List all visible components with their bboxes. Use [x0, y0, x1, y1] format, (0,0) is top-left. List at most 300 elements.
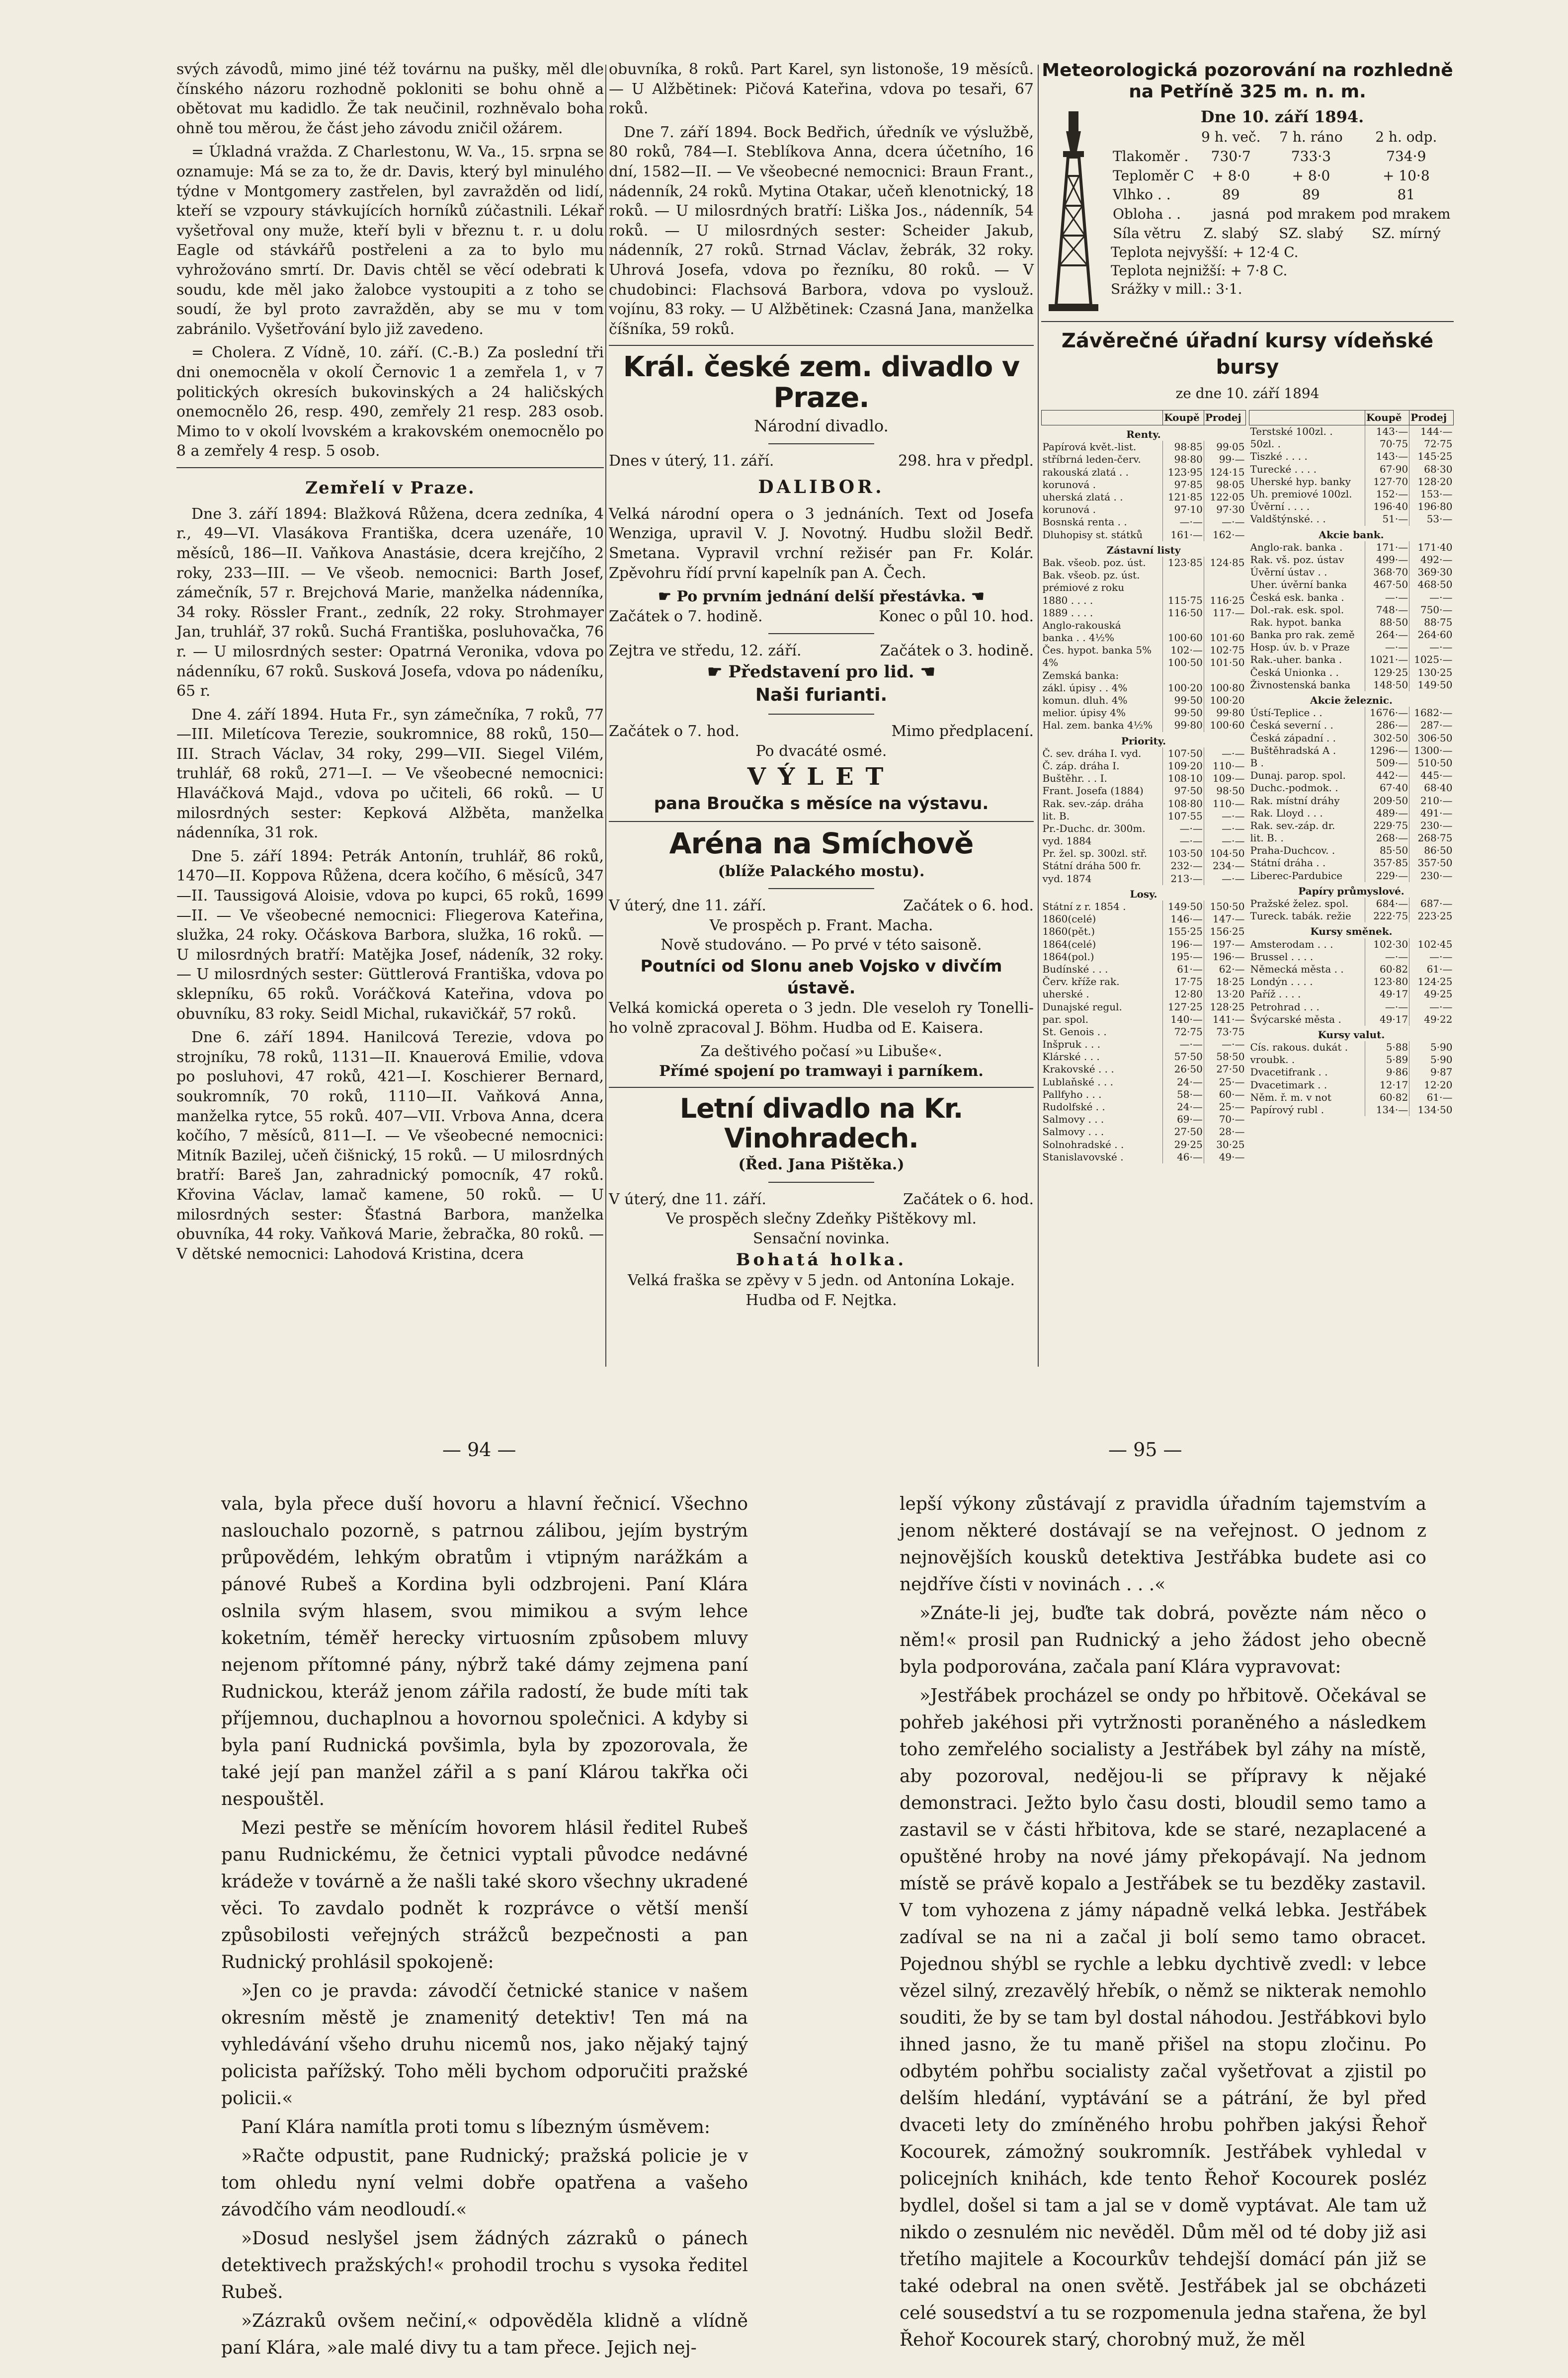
bursa-section-title: Priority.: [1121, 735, 1166, 747]
bursa-buy-price: 5·89: [1365, 1054, 1409, 1066]
meteo-cell: 81: [1397, 186, 1415, 203]
theatre-date: Dnes v úterý, 11. září.: [609, 452, 774, 470]
bursa-security-name: Česká Unionka . .: [1250, 666, 1339, 678]
bursa-security-name: Švýcarské města .: [1250, 1013, 1341, 1025]
meteo-table: [1111, 128, 1454, 244]
bursa-security-name: Něm. ř. m. v not: [1250, 1091, 1331, 1103]
bursa-row: [1042, 785, 1246, 797]
bursa-security-name: Paříž . . . .: [1250, 988, 1301, 1000]
bursa-sell-price: 268·75: [1409, 832, 1454, 844]
bursa-security-name: Pr.-Duchc. dr. 300m.: [1042, 822, 1146, 834]
bursa-sell-price: 264·60: [1409, 629, 1454, 641]
evening-start: Začátek o 7. hod.: [609, 723, 740, 740]
bursa-row: [1249, 476, 1454, 488]
bursa-row: [1249, 666, 1454, 679]
bursa-row: [1042, 707, 1246, 719]
opera-times: [609, 607, 1034, 627]
bursa-security-name: 1864(celé): [1042, 938, 1096, 950]
page-number-left: — 94 —: [442, 1439, 516, 1461]
bursa-buy-price: 107·50: [1163, 747, 1204, 760]
bursa-row: [1042, 1101, 1246, 1113]
bursa-security-name: Státní z r. 1854 .: [1042, 901, 1126, 913]
deaths-title: Zemřelí v Praze.: [305, 478, 475, 498]
meteo-cell: jasná: [1212, 206, 1249, 223]
bursa-sell-price: 510·50: [1409, 757, 1454, 769]
bursa-row: [1249, 450, 1454, 463]
bursa-buy-price: 123·85: [1163, 557, 1204, 569]
bursa-row: [1042, 1113, 1246, 1126]
bursa-sell-price: 492·—: [1409, 554, 1454, 566]
bursa-buy-price: 196·—: [1163, 938, 1204, 951]
bursa-buy-price: 70·75: [1365, 438, 1409, 450]
opera-description: Velká národní opera o 3 jednáních. Text od Josefa Wenziga, upravil V. J. Novotný. Hudbu složil Bedř. Smetana. Vypravil vrchní režisér pan Fr. Kolár. Zpěvohru řídí první kapelník pan A. Čech.: [609, 505, 1034, 582]
bursa-security-name: Buštěhr. . . I.: [1042, 772, 1107, 785]
bursa-security-name: Rak. sev.-záp. dr.: [1250, 819, 1335, 831]
bursa-section-title: Kursy valut.: [1318, 1028, 1385, 1041]
bursa-buy-price: 143·—: [1365, 450, 1409, 463]
column-3: [1041, 60, 1454, 1163]
meteo-row-label: Tlakoměr .: [1113, 148, 1189, 164]
bursa-buy-price: 58·—: [1163, 1088, 1204, 1101]
bursa-row: [1249, 488, 1454, 500]
meteo-row-label: Teploměr C: [1113, 167, 1194, 184]
story-paragraph: »Račte odpustit, pane Rudnický; pražská policie je v tom ohledu nyní velmi dobře opatřena a vašeho závodčího vám neodloudí.«: [221, 2146, 748, 2220]
bursa-row: [1042, 503, 1246, 516]
bursa-buy-price: 155·25: [1163, 925, 1204, 938]
bursa-buy-price: 121·85: [1163, 491, 1204, 503]
arena-play-title: Poutníci od Slonu aneb Vojsko v divčím ústavě.: [640, 956, 1002, 997]
bursa-buy-price: 107·55: [1163, 810, 1204, 822]
letni-title: Letní divadlo na Kr. Vinohradech.: [679, 1093, 963, 1154]
bursa-security-name: Valdštýnské. . .: [1250, 513, 1326, 525]
bursa-sell-price: 25·—: [1204, 1101, 1245, 1113]
bursa-security-name: banka . . 4½%: [1042, 632, 1115, 644]
bursa-security-name: Dunaj. parop. spol.: [1250, 769, 1346, 782]
bursa-sell-price: 230·—: [1409, 870, 1454, 882]
bursa-sell-price: 102·75: [1204, 644, 1245, 656]
bursa-sell-price: 99·80: [1204, 707, 1245, 719]
meteo-title-line2: na Petříně 325 m. n. m.: [1129, 82, 1366, 102]
play-subtitle-broucek: pana Broučka s měsíce na výstavu.: [654, 793, 989, 814]
bursa-row: [1249, 820, 1454, 832]
bursa-sell-price: 117·—: [1204, 607, 1245, 619]
bursa-buy-price: 229·75: [1365, 820, 1409, 832]
bursa-row: [1249, 744, 1454, 757]
article-murder: = Úkladná vražda. Z Charlestonu, W. Va., 15. srpna se oznamuje: Má se za to, že dr. Davis, který byl minulého týdne v Montgomery zastřelen, byl zavražděn od lidí, kteří se vzpoury stávkujících horníků zúčastnili. Lékař vyšetřoval ony muže, kteří byli v březnu t. r. u dolu Eagle od stávkářů postřeleni a za to bylo mu vyhrožováno smrtí. Dr. Davis chtěl se věcí odebrati k soudu, kde měl jako žalobce vystoupiti a z toho se soudí, že byl proto zavražděn, aby se mu v tom zabránilo. Vyšetřování bylo již zavedeno.: [176, 143, 604, 338]
bursa-section-row: [1249, 882, 1454, 898]
bursa-sell-price: 104·50: [1204, 847, 1245, 860]
bursa-buy-price: 229·—: [1365, 870, 1409, 882]
bursa-sell-price: [1204, 669, 1245, 682]
bursa-buy-price: 97·10: [1163, 503, 1204, 516]
bursa-buy-price: 222·75: [1365, 910, 1409, 922]
letni-subtitle: (Řed. Jana Pištěka.): [738, 1156, 905, 1174]
bursa-security-name: uherské .: [1042, 988, 1089, 1000]
bursa-buy-price: 12·80: [1163, 988, 1204, 1000]
meteo-cell: SZ. mírný: [1371, 225, 1441, 242]
story-left-column: [221, 1491, 748, 2364]
bursa-security-name: Budínské . . .: [1042, 963, 1108, 975]
bursa-sell-price: 156·25: [1204, 925, 1245, 938]
bursa-sell-price: 97·30: [1204, 503, 1245, 516]
bursa-row: [1042, 1151, 1246, 1163]
bursa-sell-price: —·—: [1409, 1001, 1454, 1013]
bursa-row: [1249, 938, 1454, 951]
bursa-row: [1042, 644, 1246, 656]
bursa-security-name: Pražské želez. spol.: [1250, 898, 1349, 910]
bursa-row: [1249, 782, 1454, 794]
meteo-row-label: Síla větru: [1113, 225, 1181, 242]
column-1: [176, 60, 604, 1268]
bursa-row: [1249, 500, 1454, 513]
bursa-sell-price: [1204, 569, 1245, 581]
bursa-buy-price: 302·50: [1365, 732, 1409, 744]
bursa-buy-price: 88·50: [1365, 616, 1409, 629]
bursa-security-name: Německá města . .: [1250, 963, 1344, 975]
bursa-row: [1042, 441, 1246, 453]
bursa-buy-price: 99·80: [1163, 719, 1204, 732]
bursa-row: [1042, 1013, 1246, 1026]
bursa-buy-price: 123·95: [1163, 466, 1204, 479]
bursa-security-name: Krakovské . . .: [1042, 1063, 1114, 1075]
bursa-sell-price: —·—: [1204, 822, 1245, 835]
bursa-buy-price: 127·25: [1163, 1001, 1204, 1013]
bursa-sell-price: 110·—: [1204, 760, 1245, 772]
play-title-vylet: VÝLET: [747, 762, 896, 791]
bursa-buy-price: 9·86: [1365, 1066, 1409, 1078]
letni-date: V úterý, dne 11. září.: [609, 1190, 766, 1208]
bursa-row: [1249, 629, 1454, 641]
bursa-sell-price: 171·40: [1409, 541, 1454, 554]
bursa-sell-price: —·—: [1409, 951, 1454, 963]
meteo-precipitation: Srážky v mill.: 3·1.: [1111, 281, 1242, 298]
bursa-security-name: Turecké . . . .: [1250, 463, 1317, 475]
bursa-sell-price: 128·25: [1204, 1001, 1245, 1013]
bursa-buy-price: 152·—: [1365, 488, 1409, 500]
bursa-row: [1042, 835, 1246, 847]
bursa-sell-price: 130·25: [1409, 666, 1454, 679]
bursa-left-table: [1041, 410, 1246, 1163]
bursa-buy-price: 49·17: [1365, 988, 1409, 1000]
bursa-row: [1042, 1026, 1246, 1038]
bursa-sell-price: 61·—: [1409, 1091, 1454, 1104]
deaths-day-6: Dne 6. září 1894. Hanilcová Terezie, vdova po strojníku, 78 roků, 1131—II. Knauerová Emilie, vdova po posluhovi, 47 roků, 421—I. Koschierer Bernard, soukromník, 70 roků, 1110—II. Vaňková Anna, manželka rytce, 55 roků. 407—VII. Vrbova Anna, dcera kočího, 7 měsíců, 811—I. — Ve všeobecné nemocnici: Mitník Bazilej, učeň čišnický, 15 roků. — U milosrdných bratří: Bareš Jan, zahradnický pomocník, 47 roků. Křovina Václav, lamač kamene, 50 roků. — U milosrdných sester: Šťastná Barbora, manželka obuvníka, 44 roky. Vaňková Marie, žebračka, 80 roků. — V dětské nemocnici: Lahodová Kristina, dcera: [176, 1029, 604, 1263]
arena-date: V úterý, dne 11. září.: [609, 897, 766, 915]
bursa-buy-price: 99·50: [1163, 694, 1204, 707]
bursa-buy-price: 67·40: [1365, 782, 1409, 794]
bursa-buy-price: 98·80: [1163, 453, 1204, 466]
meteo-title: [1041, 60, 1454, 102]
bursa-row: [1042, 1076, 1246, 1088]
bursa-sell-price: 99·05: [1204, 441, 1245, 453]
letni-benefit: Ve prospěch slečny Zdeňky Pištěkovy ml.: [665, 1210, 977, 1228]
bursa-buy-price: 499·—: [1365, 554, 1409, 566]
bursa-row: [1249, 769, 1454, 782]
bursa-row: [1042, 1139, 1246, 1151]
bursa-security-name: Rak. sev.-záp. dráha: [1042, 797, 1144, 810]
bursa-header-sell: Prodej: [1204, 410, 1245, 425]
bursa-sell-price: 116·25: [1204, 594, 1245, 607]
bursa-row: [1249, 566, 1454, 578]
bursa-buy-price: —·—: [1163, 516, 1204, 528]
divider: [768, 888, 875, 889]
bursa-buy-price: 98·85: [1163, 441, 1204, 453]
bursa-security-name: stříbrná leden-červ.: [1042, 453, 1141, 466]
divider: [768, 1182, 875, 1183]
bursa-security-name: Tureck. tabák. režie: [1250, 910, 1351, 922]
bursa-buy-price: 29·25: [1163, 1139, 1204, 1151]
bursa-security-name: Duchc.-podmok. .: [1250, 782, 1338, 794]
meteo-cell: Z. slabý: [1203, 225, 1259, 242]
bursa-row: [1249, 807, 1454, 820]
bursa-row: [1042, 847, 1246, 860]
bursa-row: [1042, 581, 1246, 594]
bursa-buy-price: 143·—: [1365, 425, 1409, 438]
bursa-buy-price: —·—: [1365, 951, 1409, 963]
bursa-buy-price: 72·75: [1163, 1026, 1204, 1038]
bursa-row: [1042, 1001, 1246, 1013]
bursa-sell-price: 60·—: [1204, 1088, 1245, 1101]
bursa-row: [1042, 719, 1246, 732]
bursa-buy-price: 103·50: [1163, 847, 1204, 860]
bursa-sell-price: 1682·—: [1409, 707, 1454, 719]
bursa-buy-price: 357·85: [1365, 857, 1409, 869]
bursa-security-name: Anglo-rak. banka .: [1250, 541, 1343, 553]
bursa-buy-price: 46·—: [1163, 1151, 1204, 1163]
bursa-sell-price: 49·25: [1409, 988, 1454, 1000]
bursa-security-name: Státní dráha 500 fr.: [1042, 860, 1141, 872]
bursa-buy-price: 1676·—: [1365, 707, 1409, 719]
bursa-sell-price: 101·60: [1204, 632, 1245, 644]
bursa-security-name: Dol.-rak. esk. spol.: [1250, 603, 1344, 616]
bursa-security-name: Bosnská renta . .: [1042, 516, 1127, 528]
bursa-row: [1042, 569, 1246, 581]
bursa-row: [1042, 594, 1246, 607]
bursa-buy-price: [1163, 619, 1204, 632]
people-performance: ☛ Představení pro lid. ☚: [707, 662, 935, 682]
bursa-buy-price: 127·70: [1365, 476, 1409, 488]
bursa-sell-price: —·—: [1204, 810, 1245, 822]
bursa-row: [1042, 760, 1246, 772]
bursa-row: [1042, 772, 1246, 785]
bursa-sell-price: 62·—: [1204, 963, 1245, 976]
bursa-buy-price: 368·70: [1365, 566, 1409, 578]
bursa-right-table: [1249, 410, 1454, 1116]
bursa-buy-price: 748·—: [1365, 604, 1409, 616]
bursa-sell-price: —·—: [1409, 641, 1454, 654]
petrin-tower-icon: [1041, 106, 1106, 315]
bursa-sell-price: 58·50: [1204, 1051, 1245, 1063]
divider: [609, 345, 1034, 346]
bursa-row: [1042, 479, 1246, 491]
bursa-row: [1249, 988, 1454, 1000]
bursa-section-title: Zástavní listy: [1106, 544, 1181, 556]
bursa-row: [1249, 554, 1454, 566]
column-rule: [605, 65, 606, 1367]
bursa-security-name: Úvěrní ústav . .: [1250, 566, 1327, 578]
bursa-row: [1042, 860, 1246, 872]
bursa-buy-price: 97·85: [1163, 479, 1204, 491]
bursa-sell-price: 750·—: [1409, 604, 1454, 616]
bursa-sell-price: 70·—: [1204, 1113, 1245, 1126]
bursa-date: ze dne 10. září 1894: [1175, 385, 1320, 402]
story-paragraph: »Dosud neslyšel jsem žádných zázraků o pánech detektivech pražských!« prohodil trochu s vysoka ředitel Rubeš.: [221, 2228, 748, 2302]
letni-play-title: Bohatá holka.: [736, 1249, 907, 1270]
bursa-buy-price: 232·—: [1163, 860, 1204, 872]
meteo-cell: 733·3: [1291, 148, 1331, 164]
meteo-block: [1041, 106, 1454, 315]
deaths-day-3: Dne 3. září 1894: Blažková Růžena, dcera zedníka, 4 r., 49—VI. Vlasákova Františka, dcera uzenáře, 10 měsíců, 186—II. Vaňkova Anastásie, dcera krejčího, 2 roky, 233—III. — Ve všeob. nemocnici: Barth Josef, zámečník, 57 r. Brejchová Marie, manželka nádenníka, 34 roky. Rössler Frant., zedník, 22 roky. Strohmayer Jan, truhlář, 37 roků. Suchá Františka, posluhovačka, 76 r. — U milosrdných sester: Opatrná Veronika, vdova po nádenníku, 67 roků. Susková Josefa, vdova po nádeníku, 65 r.: [176, 505, 604, 700]
meteo-header-row: [1111, 128, 1454, 147]
bursa-sell-price: 1300·—: [1409, 744, 1454, 757]
bursa-security-name: vyd. 1884: [1042, 835, 1092, 847]
meteo-min-temp: Teplota nejnižší: + 7·8 C.: [1111, 262, 1288, 279]
bursa-sell-price: 153·—: [1409, 488, 1454, 500]
bursa-security-name: Bak. všeob. pz. úst.: [1042, 569, 1140, 581]
bursa-sell-price: 141·—: [1204, 1013, 1245, 1026]
meteo-row-label: Vlhko . .: [1113, 186, 1171, 203]
bursa-row: [1042, 1063, 1246, 1075]
bursa-sell-price: 147·—: [1204, 913, 1245, 925]
meteo-row-label: Obloha . .: [1113, 206, 1181, 223]
bursa-security-name: Bak. všeob. poz. úst.: [1042, 556, 1146, 569]
deaths-day-4: Dne 4. září 1894. Huta Fr., syn zámečníka, 7 roků, 77—III. Miletícova Terezie, soukromnice, 88 roků, 150—III. Strach Václav, 34 roky, 299—VII. Siegel Vilém, truhlář, 68 roků, 271—I. — Ve všeobecné nemocnici: Hlaváčková Majd., vdova po učiteli, 66 roků. — U milosrdných sester: Kepková Alžběta, manželka nádenníka, 31 rok.: [176, 706, 604, 842]
bursa-buy-price: [1163, 581, 1204, 594]
bursa-row: [1042, 1126, 1246, 1138]
bursa-buy-price: 161·—: [1163, 529, 1204, 541]
letni-start: Začátek o 6. hod.: [903, 1190, 1034, 1208]
bursa-security-name: Červ. kříže rak.: [1042, 976, 1120, 988]
bursa-buy-price: 27·50: [1163, 1126, 1204, 1138]
bursa-buy-price: 97·50: [1163, 785, 1204, 797]
bursa-row: [1042, 925, 1246, 938]
bursa-section-title: Renty.: [1126, 428, 1161, 441]
bursa-row: [1249, 870, 1454, 882]
bursa-sell-price: —·—: [1204, 747, 1245, 760]
bursa-buy-price: 100·20: [1163, 682, 1204, 694]
bursa-row: [1042, 529, 1246, 541]
bursa-row: [1249, 963, 1454, 976]
bursa-sell-price: 357·50: [1409, 857, 1454, 869]
bursa-security-name: korunová .: [1042, 503, 1096, 516]
story-paragraph: Mezi pestře se měnícím hovorem hlásil ředitel Rubeš panu Rudnickému, že četnici vyptali původce nedávné krádeže v továrně a že našli také skoro všechny ukradené věci. To zavdalo podnět k rozprávce o větší menší způsobilosti veřejných strážců bezpečnosti a pan Rudnický prohlásil spokojeně:: [221, 1818, 748, 1972]
bursa-sell-price: 197·—: [1204, 938, 1245, 951]
bursa-row: [1042, 1038, 1246, 1051]
story-paragraph: »Znáte-li jej, buďte tak dobrá, povězte nám něco o něm!« prosil pan Rudnický a jeho žádost jeho obecně byla podporována, začala paní Klára vypravovat:: [900, 1603, 1426, 1677]
bursa-row: [1042, 798, 1246, 810]
bursa-security-name: zákl. úpisy . . 4%: [1042, 681, 1128, 694]
bursa-security-name: Česká západní . .: [1250, 732, 1336, 744]
deaths-continued: obuvníka, 8 roků. Part Karel, syn listonoše, 19 měsíců. — U Alžbětinek: Pičová Kateřina, vdova po tesaři, 67 roků.: [609, 61, 1034, 118]
meteo-cell: + 8·0: [1212, 167, 1250, 184]
bursa-security-name: 4%: [1042, 656, 1059, 669]
bursa-sell-price: 145·25: [1409, 450, 1454, 463]
meteo-cell: pod mrakem: [1362, 206, 1451, 223]
bursa-section-row: [1042, 425, 1246, 441]
arena-tram-note: Přímé spojení po tramwayi i parníkem.: [659, 1062, 984, 1080]
arena-note: Nově studováno. — Po prvé v této saisoně.: [660, 936, 982, 954]
bursa-section-title: Akcie bank.: [1319, 528, 1384, 541]
bursa-buy-price: 213·—: [1163, 873, 1204, 885]
arena-description: Velká komická opereta o 3 jedn. Dle veseloh ry Tonelli-ho volně zpracoval J. Böhm. Hudba od E. Kaisera.: [609, 999, 1034, 1037]
bursa-row: [1042, 453, 1246, 466]
bursa-sell-price: 9·87: [1409, 1066, 1454, 1078]
bursa-sell-price: 122·05: [1204, 491, 1245, 503]
bursa-buy-price: 99·50: [1163, 707, 1204, 719]
bursa-header-buy: Koupě: [1163, 410, 1204, 425]
bursa-buy-price: 108·10: [1163, 772, 1204, 785]
bursa-buy-price: 69·—: [1163, 1113, 1204, 1126]
bursa-right-column: [1249, 410, 1454, 1163]
bursa-row: [1249, 1001, 1454, 1013]
bursa-security-name: Živnostenská banka: [1250, 678, 1351, 691]
bursa-security-name: vyd. 1874: [1042, 872, 1092, 885]
bursa-sell-price: —·—: [1204, 835, 1245, 847]
bursa-section-row: [1249, 922, 1454, 938]
bursa-row: [1249, 1066, 1454, 1078]
bursa-buy-price: 67·90: [1365, 463, 1409, 476]
bursa-sell-price: 68·30: [1409, 463, 1454, 476]
bursa-sell-price: 49·22: [1409, 1013, 1454, 1026]
bursa-buy-price: 268·—: [1365, 832, 1409, 844]
bursa-security-name: Hosp. úv. b. v Praze: [1250, 641, 1350, 654]
bursa-security-name: lit. B. .: [1250, 832, 1284, 844]
bursa-security-name: prémiové z roku: [1042, 581, 1125, 594]
bursa-sell-price: 230·—: [1409, 820, 1454, 832]
bursa-row: [1042, 976, 1246, 988]
bursa-security-name: Rak. hypot. banka: [1250, 616, 1342, 628]
bursa-security-name: 50zl. .: [1250, 438, 1281, 450]
bursa-row: [1042, 1088, 1246, 1101]
bursa-row: [1249, 795, 1454, 807]
article-fire-end: svých závodů, mimo jiné též továrnu na pušky, měl dle čínského názoru rozhodně pokloniti se bohu ohně a obětovat mu kadidlo. Že tak neučinil, rozhněvalo boha ohně tou měrou, že část jeho závodu zničil ožárem.: [176, 61, 604, 137]
bursa-buy-price: 108·80: [1163, 798, 1204, 810]
bursa-row: [1042, 669, 1246, 682]
bursa-security-name: Česká severní . .: [1250, 719, 1333, 732]
bursa-section-title: Papíry průmyslové.: [1298, 885, 1404, 897]
bursa-buy-price: 442·—: [1365, 769, 1409, 782]
bursa-sell-price: 196·—: [1204, 951, 1245, 963]
evening-note: Mimo předplacení.: [891, 723, 1034, 740]
bursa-sell-price: 109·—: [1204, 772, 1245, 785]
bursa-security-name: uherská zlatá . .: [1042, 491, 1123, 503]
bursa-buy-price: 489·—: [1365, 807, 1409, 820]
bursa-security-name: rakouská zlatá . .: [1042, 466, 1129, 478]
bursa-security-name: Č. záp. dráha I.: [1042, 759, 1120, 772]
meteo-max-temp: Teplota nejvyšší: + 12·4 C.: [1111, 244, 1299, 261]
bursa-row: [1042, 632, 1246, 644]
bursa-row: [1249, 898, 1454, 910]
bursa-security-name: Pr. žel. sp. 300zl. stř.: [1042, 847, 1148, 860]
bursa-sell-price: 149·50: [1409, 679, 1454, 691]
arena-subtitle: (blíže Palackého mostu).: [718, 862, 925, 880]
bursa-security-name: Banka pro rak. země: [1250, 629, 1355, 641]
meteo-col-header: 7 h. ráno: [1279, 128, 1343, 145]
story-paragraph: Paní Klára namítla proti tomu s líbezným úsměvem:: [241, 2117, 711, 2137]
bursa-security-name: Salmovy . . .: [1042, 1113, 1104, 1126]
bursa-security-name: Londýn . . . .: [1250, 976, 1313, 988]
bursa-row: [1249, 1041, 1454, 1054]
bursa-row: [1249, 641, 1454, 654]
bursa-buy-price: 467·50: [1365, 578, 1409, 591]
bursa-buy-price: 51·—: [1365, 513, 1409, 525]
bursa-row: [1249, 513, 1454, 525]
meteo-date: Dne 10. září 1894.: [1200, 107, 1364, 127]
bursa-header-buy: Koupě: [1365, 410, 1409, 425]
bursa-row: [1042, 951, 1246, 963]
bursa-security-name: 1864(pol.): [1042, 950, 1094, 963]
bursa-buy-price: 134·—: [1365, 1104, 1409, 1116]
